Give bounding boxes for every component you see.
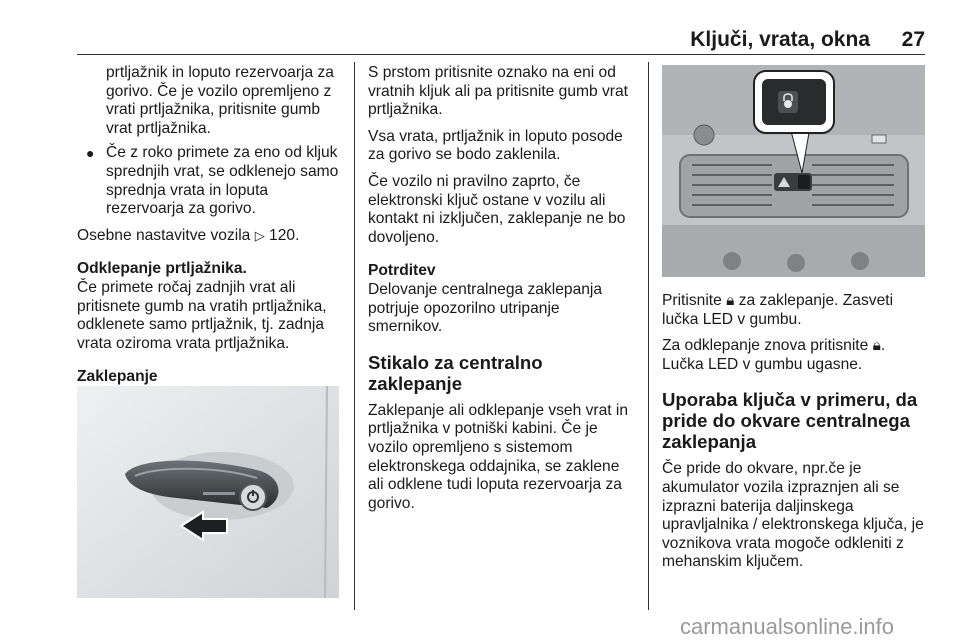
confirmation-heading: Potrditev bbox=[368, 262, 436, 280]
column-3 bbox=[662, 292, 930, 572]
locked-paragraph: Vsa vrata, prtljažnik in loputo posode za gorivo se bodo zaklenila. bbox=[368, 127, 623, 164]
continued-paragraph: prtljažnik in loputo rezervoarja za gorivo. Če je vozilo opremljeno z vrati prtljažnika, pritisnite gumb vrat prtljažnika. bbox=[106, 64, 334, 137]
column-divider-1 bbox=[354, 62, 355, 610]
header-divider bbox=[77, 54, 925, 55]
page-title: Ključi, vrata, okna bbox=[690, 28, 870, 51]
press-lock-text: Pritisnite 🔒︎ za zaklepanje. Zasveti lučka LED v gumbu. bbox=[662, 292, 894, 328]
watermark: carmanualsonline.info bbox=[680, 614, 895, 639]
not-closed-paragraph: Če vozilo ni pravilno zaprto, če elektronski ključ ostane v vozilu ali kontakt ni izključen, zaklepanje ne bo dovoljeno. bbox=[368, 172, 626, 246]
locking-heading: Zaklepanje bbox=[77, 368, 158, 386]
column-1 bbox=[77, 64, 345, 387]
settings-link[interactable]: 120. bbox=[269, 226, 300, 244]
console-illustration bbox=[662, 65, 925, 277]
bullet-item bbox=[77, 144, 345, 218]
column-divider-2 bbox=[648, 62, 649, 610]
page-number: 27 bbox=[901, 28, 925, 51]
bullet-icon: ● bbox=[86, 145, 95, 162]
tailgate-text: Če primete ročaj zadnjih vrat ali pritisnete gumb na vratih prtljažnika, odklenete samo prtljažnik, tj. zadnja vrata oziroma vrata prtljažnika. bbox=[77, 278, 327, 352]
door-handle-graphic bbox=[77, 386, 339, 598]
console-graphic bbox=[662, 65, 925, 277]
settings-reference: Osebne nastavitve vozila ▷ 120. bbox=[77, 226, 300, 244]
press-unlock-text: Za odklepanje znova pritisnite 🔒︎. Lučka LED v gumbu ugasne. bbox=[662, 337, 886, 373]
bullet-text: Če z roko primete za eno od kljuk sprednjih vrat, se odklenejo samo sprednja vrata in loputa rezervoarja za gorivo. bbox=[106, 144, 339, 218]
fault-text: Če pride do okvare, npr.če je akumulator vozila izpraznjen ali se izprazni baterija daljinskega upravljalnika / elektronskega ključa, je voznikova vrata mogoče odkleniti z mehanskim ključem. bbox=[662, 460, 924, 571]
switch-heading: Stikalo za centralno zaklepanje bbox=[368, 351, 543, 394]
tailgate-heading: Odklepanje prtljažnika. bbox=[77, 260, 247, 278]
confirmation-text: Delovanje centralnega zaklepanja potrjuje opozorilno utripanje smernikov. bbox=[368, 280, 603, 336]
page-header bbox=[0, 0, 960, 55]
fault-heading: Uporaba ključa v primeru, da pride do okvare centralnega zaklepanja bbox=[662, 389, 918, 453]
column-2 bbox=[368, 64, 636, 513]
page-ref-arrow-icon: ▷ bbox=[254, 227, 265, 243]
door-handle-illustration bbox=[77, 386, 339, 598]
touch-paragraph: S prstom pritisnite oznako na eni od vratnih kljuk ali pa pritisnite gumb vrat prtljažnika. bbox=[368, 64, 629, 119]
switch-text: Zaklepanje ali odklepanje vseh vrat in prtljažnika v potniški kabini. Če je vozilo opremljeno s sistemom elektronskega oddajnika, se zaklene ali odklene tudi loputa rezervoarja za gorivo. bbox=[368, 401, 629, 512]
